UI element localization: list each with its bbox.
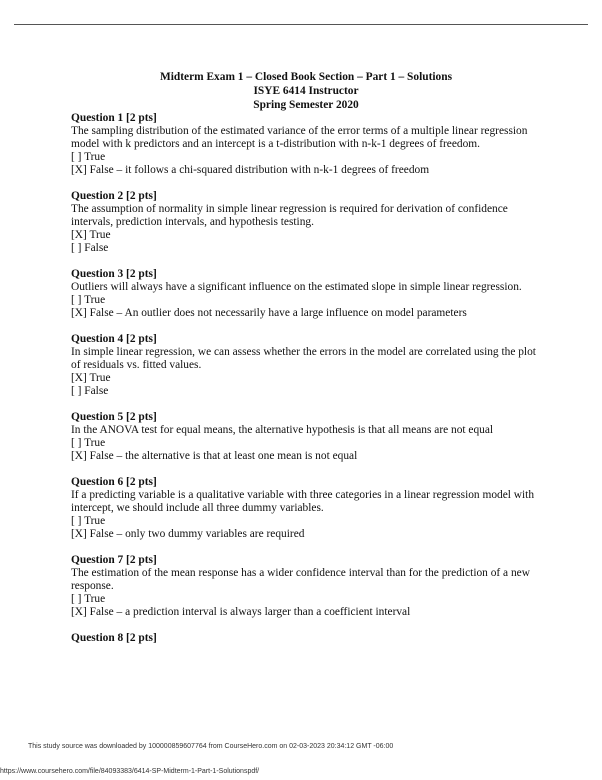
- option-false: [ ] False: [71, 385, 109, 397]
- question-heading: Question 1 [2 pts]: [71, 112, 157, 124]
- title-line-2: ISYE 6414 Instructor: [253, 85, 359, 97]
- question-text: In simple linear regression, we can assess whether the errors in the model are correlated using the plot of residuals vs. fitted values.: [71, 346, 536, 371]
- question-4: [71, 333, 541, 398]
- question-heading: Question 7 [2 pts]: [71, 554, 157, 566]
- option-true: [X] True: [71, 372, 111, 384]
- question-6: [71, 476, 541, 541]
- question-3: [71, 268, 541, 320]
- question-heading: Question 5 [2 pts]: [71, 411, 157, 423]
- question-text: Outliers will always have a significant influence on the estimated slope in simple linear regression.: [71, 281, 522, 293]
- question-heading: Question 3 [2 pts]: [71, 268, 157, 280]
- option-false: [X] False – the alternative is that at least one mean is not equal: [71, 450, 358, 462]
- option-true: [ ] True: [71, 593, 106, 605]
- title-line-1: Midterm Exam 1 – Closed Book Section – Part 1 – Solutions: [159, 71, 453, 83]
- document-title: [71, 70, 541, 112]
- question-heading: Question 8 [2 pts]: [71, 632, 157, 644]
- question-text: In the ANOVA test for equal means, the alternative hypothesis is that all means are not equal: [71, 424, 494, 436]
- question-7: [71, 554, 541, 619]
- question-heading: Question 4 [2 pts]: [71, 333, 157, 345]
- option-true: [ ] True: [71, 515, 106, 527]
- download-notice: This study source was downloaded by 100000859607764 from CourseHero.com on 02-03-2023 20:34:12 GMT -06:00: [28, 743, 394, 750]
- question-8: [71, 632, 541, 645]
- option-true: [ ] True: [71, 151, 106, 163]
- option-false: [X] False – it follows a chi-squared distribution with n-k-1 degrees of freedom: [71, 164, 430, 176]
- question-heading: Question 2 [2 pts]: [71, 190, 157, 202]
- question-1: [71, 112, 541, 177]
- option-false: [ ] False: [71, 242, 109, 254]
- question-text: The sampling distribution of the estimated variance of the error terms of a multiple linear regression model with k predictors and an intercept is a t-distribution with n-k-1 degrees of freedom.: [71, 125, 528, 150]
- question-text: The estimation of the mean response has a wider confidence interval than for the prediction of a new response.: [71, 567, 530, 592]
- option-true: [X] True: [71, 229, 111, 241]
- option-true: [ ] True: [71, 294, 106, 306]
- option-false: [X] False – a prediction interval is always larger than a coefficient interval: [71, 606, 411, 618]
- source-url[interactable]: https://www.coursehero.com/file/84093383/6414-SP-Midterm-1-Part-1-Solutionspdf/: [0, 768, 260, 775]
- question-2: [71, 190, 541, 255]
- question-text: The assumption of normality in simple linear regression is required for derivation of confidence intervals, prediction intervals, and hypothesis testing.: [71, 203, 508, 228]
- title-line-3: Spring Semester 2020: [253, 99, 359, 111]
- question-heading: Question 6 [2 pts]: [71, 476, 157, 488]
- top-divider: [14, 24, 588, 25]
- question-text: If a predicting variable is a qualitative variable with three categories in a linear regression model with intercept, we should include all three dummy variables.: [71, 489, 535, 514]
- option-false: [X] False – An outlier does not necessarily have a large influence on model parameters: [71, 307, 467, 319]
- option-true: [ ] True: [71, 437, 106, 449]
- document-body: [71, 70, 541, 645]
- question-5: [71, 411, 541, 463]
- option-false: [X] False – only two dummy variables are required: [71, 528, 305, 540]
